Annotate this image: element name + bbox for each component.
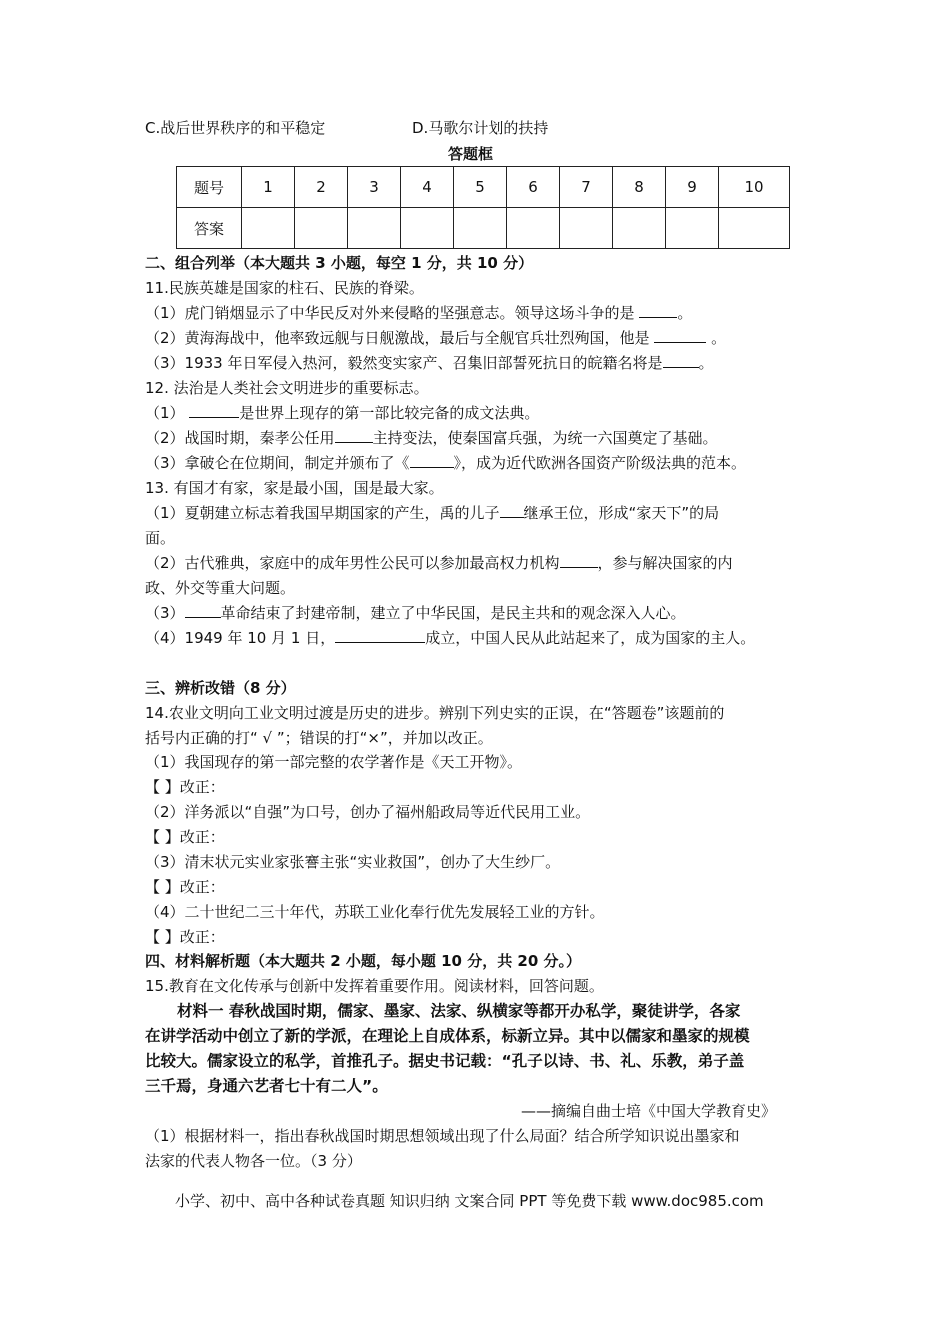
q13-part2: （2）古代雅典，家庭中的成年男性公民可以参加最高权力机构 ，参与解决国家的内 [145,554,733,572]
q13-stem: 13. 有国才有家，家是最小国，国是最大家。 [145,479,444,497]
q12-part2: （2）战国时期，秦孝公任用 主持变法，使秦国富兵强，为统一六国奠定了基础。 [145,429,718,447]
answer-cell[interactable] [507,208,560,249]
q11-part2: （2）黄海海战中，他率致远舰与日舰激战，最后与全舰官兵壮烈殉国，他是 。 [145,329,727,347]
question-number: 9 [666,167,719,208]
answer-cell[interactable] [295,208,348,249]
question-number: 2 [295,167,348,208]
question-number: 1 [242,167,295,208]
question-number: 8 [613,167,666,208]
option-c: C.战后世界秩序的和平稳定 [145,119,326,137]
answer-cell[interactable] [242,208,295,249]
question-number: 10 [719,167,790,208]
q13-part4: （4）1949 年 10 月 1 日， 成立，中国人民从此站起来了，成为国家的主人。 [145,629,756,647]
q14-correction-1[interactable]: 【 】改正： [145,778,225,796]
page-footer: 小学、初中、高中各种试卷真题 知识归纳 文案合同 PPT 等免费下载 www.doc985.com [175,1192,764,1210]
q11-stem: 11.民族英雄是国家的柱石、民族的脊梁。 [145,279,424,297]
table-row [177,167,790,208]
q11-part3: （3）1933 年日军侵入热河，毅然变实家产、召集旧部誓死抗日的皖籍名将是 。 [145,354,714,372]
q13-part1: （1）夏朝建立标志着我国早期国家的产生，禹的儿子 继承王位，形成“家天下”的局 [145,504,720,522]
q12-part1: （1） 是世界上现存的第一部比较完备的成文法典。 [145,404,540,422]
q12-stem: 12. 法治是人类社会文明进步的重要标志。 [145,379,429,397]
q15-sub1-line1: （1）根据材料一，指出春秋战国时期思想领域出现了什么局面？结合所学知识说出墨家和 [145,1127,740,1145]
answer-cell[interactable] [401,208,454,249]
table-row [177,208,790,249]
q14-stem-line1: 14.农业文明向工业文明过渡是历史的进步。辨别下列史实的正误，在“答题卷”该题前的 [145,704,725,722]
question-number: 5 [454,167,507,208]
material-line: 比较大。儒家设立的私学，首推孔子。据史书记载：“孔子以诗、书、礼、乐教，弟子盖 [145,1052,745,1070]
question-number: 3 [348,167,401,208]
answer-cell[interactable] [560,208,613,249]
q14-correction-4[interactable]: 【 】改正： [145,928,225,946]
q15-sub1-line2: 法家的代表人物各一位。（3 分） [145,1152,362,1170]
answer-cell[interactable] [666,208,719,249]
question-number: 7 [560,167,613,208]
q11-part1: （1）虎门销烟显示了中华民反对外来侵略的坚强意志。领导这场斗争的是 。 [145,304,693,322]
blank[interactable] [500,503,524,518]
question-number: 4 [401,167,454,208]
answer-cell[interactable] [454,208,507,249]
q13-part1-cont: 面。 [145,529,176,547]
row-label-number: 题号 [177,167,242,208]
section2-heading: 二、组合列举（本大题共 3 小题，每空 1 分，共 10 分） [145,254,534,272]
material-line: 材料一 春秋战国时期，儒家、墨家、法家、纵横家等都开办私学，聚徒讲学，各家 [177,1002,741,1020]
q14-item-3: （3）清末状元实业家张謇主张“实业救国”，创办了大生纱厂。 [145,853,561,871]
q13-part2-cont: 政、外交等重大问题。 [145,579,296,597]
q14-item-1: （1）我国现存的第一部完整的农学著作是《天工开物》。 [145,753,523,771]
q14-correction-2[interactable]: 【 】改正： [145,828,225,846]
section3-heading: 三、辨析改错（8 分） [145,679,296,697]
answer-cell[interactable] [613,208,666,249]
row-label-answer: 答案 [177,208,242,249]
blank[interactable] [560,553,598,568]
question-number: 6 [507,167,560,208]
option-d: D.马歌尔计划的扶持 [412,119,549,137]
blank[interactable] [189,403,239,418]
material-source: ——摘编自曲士培《中国大学教育史》 [521,1102,777,1120]
blank[interactable] [663,353,699,368]
blank[interactable] [410,453,454,468]
blank[interactable] [185,603,221,618]
material-line: 在讲学活动中创立了新的学派，在理论上自成体系，标新立异。其中以儒家和墨家的规模 [145,1027,750,1045]
answer-box-table [176,166,790,249]
answer-box-title: 答题框 [448,145,494,163]
answer-cell[interactable] [719,208,790,249]
q12-part3: （3）拿破仑在位期间，制定并颁布了《 》，成为近代欧洲各国资产阶级法典的范本。 [145,454,747,472]
blank[interactable] [335,428,373,443]
material-line: 三千焉，身通六艺者七十有二人”。 [145,1077,388,1095]
q14-item-4: （4）二十世纪二三十年代，苏联工业化奉行优先发展轻工业的方针。 [145,903,605,921]
q13-part3: （3） 革命结束了封建帝制，建立了中华民国，是民主共和的观念深入人心。 [145,604,686,622]
q14-item-2: （2）洋务派以“自强”为口号，创办了福州船政局等近代民用工业。 [145,803,591,821]
q14-correction-3[interactable]: 【 】改正： [145,878,225,896]
q15-stem: 15.教育在文化传承与创新中发挥着重要作用。阅读材料，回答问题。 [145,977,604,995]
blank[interactable] [654,328,706,343]
answer-cell[interactable] [348,208,401,249]
blank[interactable] [335,628,425,643]
blank[interactable] [639,303,677,318]
q14-stem-line2: 括号内正确的打“ √ ”；错误的打“×”，并加以改正。 [145,729,493,747]
section4-heading: 四、材料解析题（本大题共 2 小题，每小题 10 分，共 20 分。） [145,952,582,970]
